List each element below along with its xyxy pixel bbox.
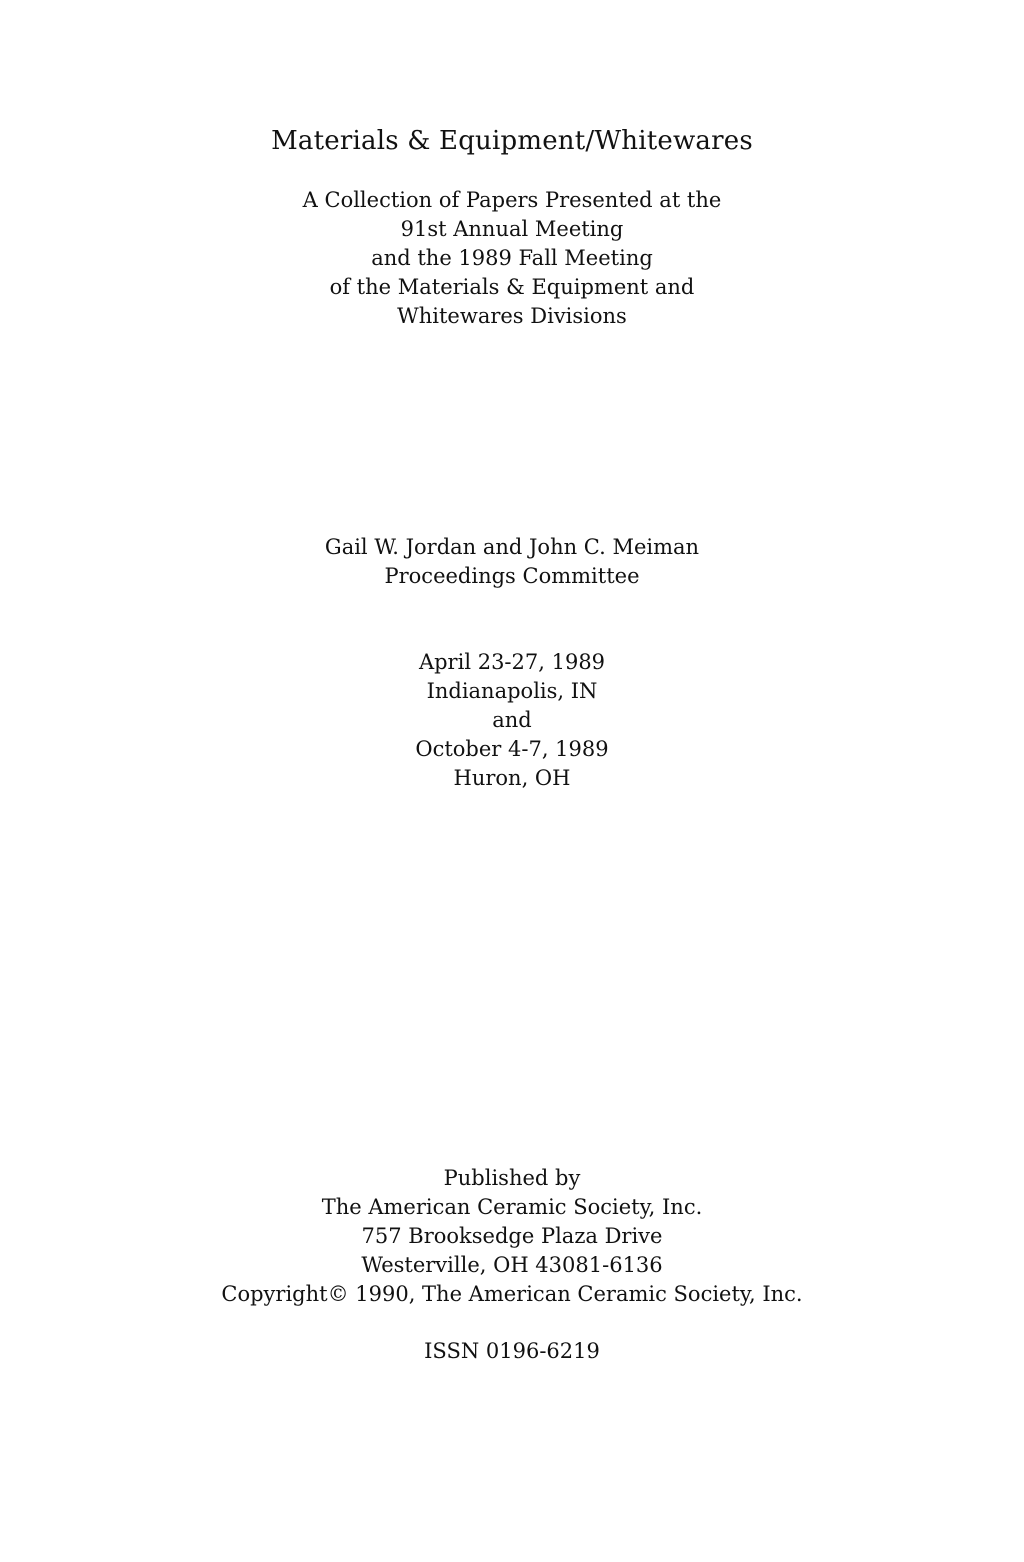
editor-names: Gail W. Jordan and John C. Meiman: [324, 535, 700, 559]
subtitle-line-2: 91st Annual Meeting: [400, 217, 624, 241]
subtitle-line-1: A Collection of Papers Presented at the: [302, 188, 722, 212]
book-title: Materials & Equipment/Whitewares: [271, 126, 753, 156]
publisher-name: The American Ceramic Society, Inc.: [321, 1195, 703, 1219]
meeting-location-1: Indianapolis, IN: [426, 679, 598, 703]
meeting-date-2: October 4-7, 1989: [415, 737, 609, 761]
publisher-city: Westerville, OH 43081-6136: [361, 1253, 663, 1277]
subtitle-line-5: Whitewares Divisions: [397, 304, 627, 328]
editor-role: Proceedings Committee: [384, 564, 640, 588]
meeting-date-1: April 23-27, 1989: [418, 650, 606, 674]
publisher-label: Published by: [443, 1166, 581, 1190]
meeting-conjunction: and: [492, 708, 532, 732]
copyright-notice: Copyright© 1990, The American Ceramic Society, Inc.: [221, 1282, 803, 1306]
publisher-street: 757 Brooksedge Plaza Drive: [361, 1224, 663, 1248]
issn-number: ISSN 0196-6219: [424, 1339, 600, 1363]
meeting-location-2: Huron, OH: [453, 766, 571, 790]
subtitle-line-3: and the 1989 Fall Meeting: [371, 246, 653, 270]
subtitle-line-4: of the Materials & Equipment and: [329, 275, 695, 299]
